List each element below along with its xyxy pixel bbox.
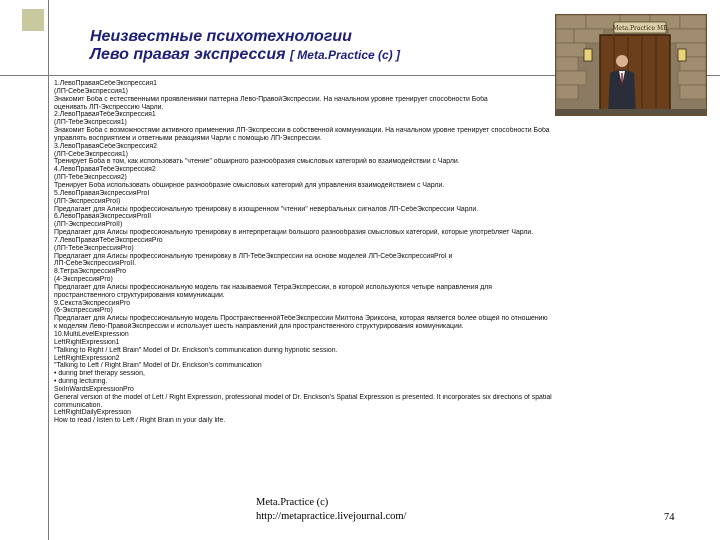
body-line: (6-ЭкспрессияPro) xyxy=(54,307,113,315)
body-line: 10.MultiLevelExpression xyxy=(54,331,129,338)
body-line: (ЛП-ЭкспрессияProI) xyxy=(54,197,121,205)
footer-copyright: Meta.Practice (c) xyxy=(256,497,329,508)
body-line: 4.ЛевоПраваяТебеЭкспрессия2 xyxy=(54,166,156,174)
body-line: 6.ЛевоПраваяЭкспрессияProII xyxy=(54,213,152,221)
body-line: (ЛП-ЭкспрессияProII) xyxy=(54,221,123,229)
body-line: 1.ЛевоПраваяСебеЭкспрессия1 xyxy=(54,80,157,87)
photo-sign-text: Meta.Practice MR xyxy=(612,25,668,32)
body-line: 8.ТетраЭкспрессияPro xyxy=(54,268,127,276)
body-line: communication. xyxy=(54,401,103,409)
vertical-rule xyxy=(48,0,49,540)
slide-title-line2 xyxy=(90,46,400,64)
body-line: 5.ЛевоПраваяЭкспрессияProI xyxy=(54,189,150,197)
body-line: Знакомит Боба с возможностями активного применения ЛП-Экспрессии в собственной коммуникации. На начальном уровне тренирует способности Боба xyxy=(54,127,550,135)
body-line: пространственного структурирования коммуникации. xyxy=(54,291,225,299)
body-line: Знакомит Боба с естественными проявлениями паттерна Лево-ПравойЭкспрессии. На начальном уровне тренирует способности Боба xyxy=(54,95,488,103)
body-line: "Talking to Left / Right Brain" Model of Dr. Erickson's communication xyxy=(54,362,262,370)
body-line: Предлагает для Алисы профессиональную тренировку в ЛП-ТебеЭкспрессии на основе моделей ЛП-СебеЭкспрессияProI и xyxy=(54,252,453,260)
body-line: Предлагает для Алисы профессиональную модель ПространственнойТебеЭкспрессии Милтона Эриксона, которая является более общей по отношению xyxy=(54,315,548,323)
body-line: LeftRightDailyExpression xyxy=(54,409,131,417)
body-line: Тренирует Боба использовать обширное разнообразие смысловых категорий для управления взаимодействием с Чарли. xyxy=(54,181,445,189)
body-line: • during brief therapy session, xyxy=(54,370,145,378)
body-line: управлять восприятием и ответными реакциями Чарли с помощью ЛП-Экспрессии. xyxy=(54,134,322,142)
body-line: Тренирует Боба в том, как использовать "чтение" обширного разнообразия смысловых категорий во взаимодействии с Чарли. xyxy=(54,158,460,166)
body-line: 9.СекстаЭкспрессияPro xyxy=(54,299,131,307)
body-line: (ЛП-СебеЭкспрессия1) xyxy=(54,87,128,95)
page-number: 74 xyxy=(664,512,675,523)
slide-title-main: Лево правая экспрессия xyxy=(90,46,286,63)
body-text xyxy=(54,80,704,425)
decorative-square xyxy=(22,9,44,31)
body-line: LeftRightExpression1 xyxy=(54,338,120,346)
body-line: (ЛП-СебеЭкспрессия1) xyxy=(54,150,128,158)
body-line: General version of the model of Left / Right Expression, professional model of Dr. Erickson's Spatial Expression is presented. It incorporates six directions of spatial xyxy=(54,393,552,401)
body-line: LeftRightExpression2 xyxy=(54,354,120,362)
body-line: How to read / listen to Left / Right Brain in your daily life. xyxy=(54,417,226,425)
body-line: Предлагает для Алисы профессиональную модель так называемой ТетраЭкспрессии, в которой используются четыре направления для xyxy=(54,283,492,291)
body-line: (4-ЭкспрессияPro) xyxy=(54,276,113,284)
body-line: оценивать ЛП-Экспрессию Чарли. xyxy=(54,103,164,111)
body-line: (ЛП-ТебеЭкспрессия2) xyxy=(54,174,127,182)
body-line: 7.ЛевоПраваяТебеЭкспрессияPro xyxy=(54,236,163,244)
body-line: ЛП-СебеЭкспрессияProII. xyxy=(54,260,137,268)
body-line: 3.ЛевоПраваяСебеЭкспрессия2 xyxy=(54,142,157,150)
body-line: SixInWardsExpressionPro xyxy=(54,385,134,393)
body-line: Предлагает для Алисы профессиональную тренировку в интерпретации большого разнообразия смысловых категорий, которые употребляет Чарли. xyxy=(54,229,534,237)
slide-title-brand: [ Meta.Practice (c) ] xyxy=(289,48,401,62)
body-line: (ЛП-ТебеЭкспрессия1) xyxy=(54,119,127,127)
slide-title-line1: Неизвестные психотехнологии xyxy=(90,28,352,45)
body-line: "Talking to Right / Left Brain" Model of Dr. Erickson's communication during hypnotic session. xyxy=(54,346,338,354)
footer xyxy=(256,496,406,524)
body-line: 2.ЛевоПраваяТебеЭкспрессия1 xyxy=(54,111,156,119)
body-line: (ЛП-ТебеЭкспрессияPro) xyxy=(54,244,134,252)
footer-url: http://metapractice.livejournal.com/ xyxy=(256,511,407,522)
body-line: к моделям Лево-ПравойЭкспрессии и использует шесть направлений для пространственного структурирования коммуникации. xyxy=(54,323,464,331)
body-line: • during lecturing. xyxy=(54,378,108,386)
body-line: Предлагает для Алисы профессиональную тренировку в изощренном "чтении" невербальных сигналов ЛП-СебеЭкспрессии Чарли. xyxy=(54,205,479,213)
